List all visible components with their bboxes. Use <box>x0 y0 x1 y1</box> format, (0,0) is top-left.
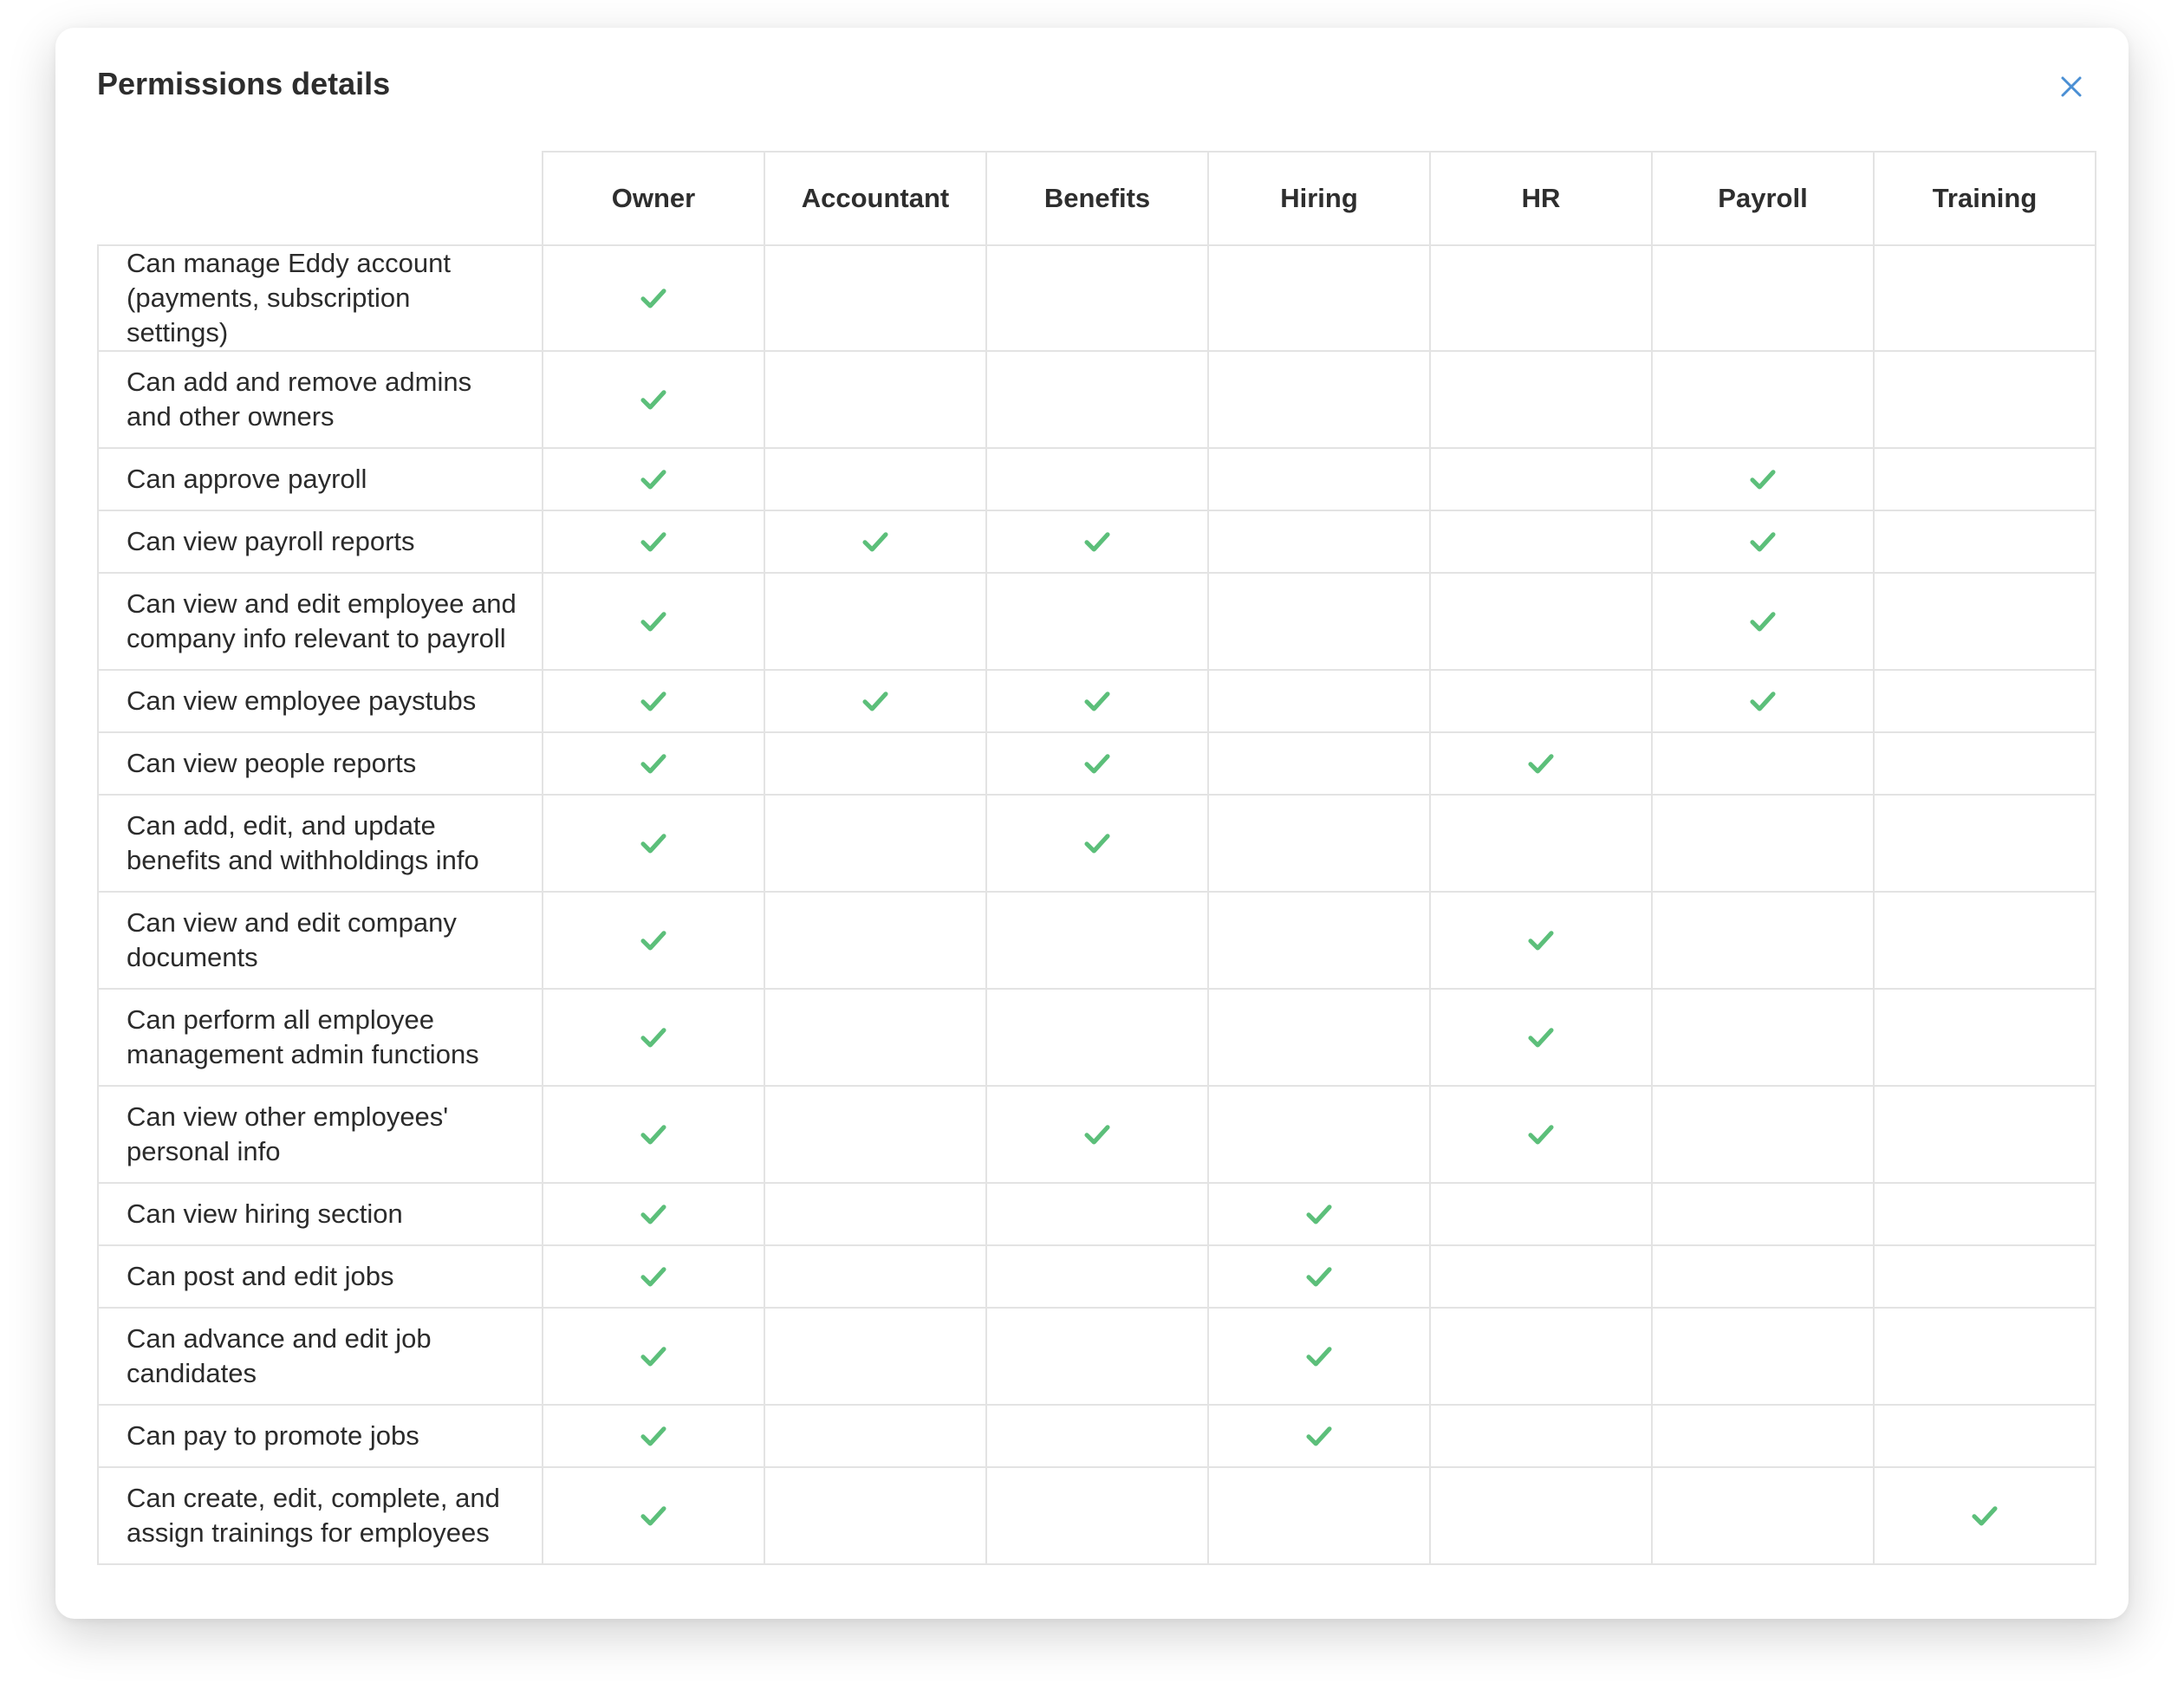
permission-cell-payroll <box>1652 1405 1874 1467</box>
permission-cell-accountant <box>764 510 986 573</box>
permission-cell-hr <box>1430 1308 1652 1405</box>
permission-cell-payroll <box>1652 732 1874 795</box>
permission-cell-payroll <box>1652 448 1874 510</box>
permission-cell-accountant <box>764 1467 986 1564</box>
permission-cell-training <box>1874 245 2096 351</box>
permission-cell-hiring <box>1208 245 1430 351</box>
permission-cell-hr <box>1430 573 1652 670</box>
permissions-table-container <box>97 151 2095 1565</box>
checkmark-icon <box>860 526 891 557</box>
permission-cell-benefits <box>986 1467 1208 1564</box>
permission-cell-accountant <box>764 573 986 670</box>
permission-label: Can pay to promote jobs <box>98 1405 543 1467</box>
table-row <box>98 892 2096 989</box>
permission-cell-hiring <box>1208 732 1430 795</box>
column-header-training: Training <box>1874 152 2096 245</box>
column-header-hr: HR <box>1430 152 1652 245</box>
permission-cell-training <box>1874 1245 2096 1308</box>
permission-cell-accountant <box>764 989 986 1086</box>
column-header-owner: Owner <box>543 152 764 245</box>
table-row <box>98 1467 2096 1564</box>
table-row <box>98 448 2096 510</box>
permission-label: Can post and edit jobs <box>98 1245 543 1308</box>
permission-cell-hr <box>1430 448 1652 510</box>
permission-cell-training <box>1874 892 2096 989</box>
permission-cell-benefits <box>986 351 1208 448</box>
permission-cell-benefits <box>986 1086 1208 1183</box>
permission-cell-hr <box>1430 892 1652 989</box>
permission-cell-hiring <box>1208 1467 1430 1564</box>
permission-cell-hr <box>1430 1086 1652 1183</box>
checkmark-icon <box>638 1420 669 1452</box>
permission-cell-payroll <box>1652 510 1874 573</box>
checkmark-icon <box>860 685 891 717</box>
checkmark-icon <box>638 606 669 637</box>
permissions-table <box>97 151 2096 1565</box>
table-row <box>98 1086 2096 1183</box>
table-row <box>98 732 2096 795</box>
table-row <box>98 245 2096 351</box>
checkmark-icon <box>638 464 669 495</box>
permission-cell-accountant <box>764 351 986 448</box>
permission-cell-benefits <box>986 670 1208 732</box>
permission-cell-accountant <box>764 1183 986 1245</box>
checkmark-icon <box>1747 464 1778 495</box>
permission-cell-hiring <box>1208 573 1430 670</box>
permission-label: Can view hiring section <box>98 1183 543 1245</box>
permission-cell-owner <box>543 1183 764 1245</box>
permission-cell-benefits <box>986 1183 1208 1245</box>
permission-cell-benefits <box>986 573 1208 670</box>
permission-cell-hiring <box>1208 795 1430 892</box>
permission-cell-hr <box>1430 1183 1652 1245</box>
checkmark-icon <box>638 384 669 415</box>
permission-cell-hr <box>1430 1467 1652 1564</box>
checkmark-icon <box>1303 1420 1335 1452</box>
permission-cell-training <box>1874 795 2096 892</box>
column-header-accountant: Accountant <box>764 152 986 245</box>
checkmark-icon <box>638 748 669 779</box>
permission-label: Can approve payroll <box>98 448 543 510</box>
permission-cell-owner <box>543 892 764 989</box>
checkmark-icon <box>1082 1119 1113 1150</box>
permission-cell-benefits <box>986 989 1208 1086</box>
permission-cell-training <box>1874 1183 2096 1245</box>
permission-cell-hiring <box>1208 1245 1430 1308</box>
permission-cell-accountant <box>764 795 986 892</box>
permission-cell-payroll <box>1652 573 1874 670</box>
permission-cell-accountant <box>764 670 986 732</box>
permission-cell-benefits <box>986 1405 1208 1467</box>
permission-cell-payroll <box>1652 245 1874 351</box>
permission-cell-hr <box>1430 351 1652 448</box>
permission-cell-payroll <box>1652 1183 1874 1245</box>
permission-cell-payroll <box>1652 795 1874 892</box>
permission-cell-accountant <box>764 448 986 510</box>
permission-cell-owner <box>543 1308 764 1405</box>
permission-cell-benefits <box>986 1308 1208 1405</box>
permission-cell-benefits <box>986 892 1208 989</box>
table-row <box>98 670 2096 732</box>
checkmark-icon <box>638 925 669 956</box>
permission-label: Can view employee paystubs <box>98 670 543 732</box>
column-header-hiring: Hiring <box>1208 152 1430 245</box>
modal-title: Permissions details <box>97 66 391 101</box>
permission-cell-accountant <box>764 1308 986 1405</box>
permission-cell-training <box>1874 670 2096 732</box>
checkmark-icon <box>1303 1261 1335 1292</box>
permission-cell-training <box>1874 448 2096 510</box>
permission-label: Can view and edit company documents <box>98 892 543 989</box>
permission-cell-payroll <box>1652 351 1874 448</box>
checkmark-icon <box>638 1199 669 1230</box>
permission-cell-training <box>1874 510 2096 573</box>
table-row <box>98 351 2096 448</box>
permission-cell-training <box>1874 1405 2096 1467</box>
checkmark-icon <box>638 1261 669 1292</box>
permission-cell-owner <box>543 670 764 732</box>
checkmark-icon <box>1303 1341 1335 1372</box>
permission-cell-benefits <box>986 245 1208 351</box>
permission-cell-hiring <box>1208 1405 1430 1467</box>
checkmark-icon <box>1525 1022 1557 1053</box>
checkmark-icon <box>638 1500 669 1531</box>
header-blank-cell <box>98 152 543 245</box>
permission-cell-owner <box>543 351 764 448</box>
permission-cell-training <box>1874 1086 2096 1183</box>
permission-cell-training <box>1874 1467 2096 1564</box>
permission-cell-payroll <box>1652 989 1874 1086</box>
permission-cell-payroll <box>1652 670 1874 732</box>
table-row <box>98 1183 2096 1245</box>
permission-label: Can manage Eddy account (payments, subscription settings) <box>98 245 543 351</box>
permission-cell-benefits <box>986 732 1208 795</box>
permission-cell-accountant <box>764 245 986 351</box>
checkmark-icon <box>1747 526 1778 557</box>
checkmark-icon <box>1082 748 1113 779</box>
table-row <box>98 1308 2096 1405</box>
permission-cell-payroll <box>1652 1245 1874 1308</box>
permission-cell-owner <box>543 1086 764 1183</box>
permission-cell-hr <box>1430 670 1652 732</box>
permission-cell-hr <box>1430 245 1652 351</box>
permission-cell-hiring <box>1208 351 1430 448</box>
permission-cell-accountant <box>764 1405 986 1467</box>
column-header-payroll: Payroll <box>1652 152 1874 245</box>
permission-cell-accountant <box>764 892 986 989</box>
table-header-row <box>98 152 2096 245</box>
permission-label: Can view people reports <box>98 732 543 795</box>
permission-label: Can add and remove admins and other owners <box>98 351 543 448</box>
table-row <box>98 1405 2096 1467</box>
permission-cell-owner <box>543 573 764 670</box>
table-row <box>98 1245 2096 1308</box>
permission-label: Can add, edit, and update benefits and withholdings info <box>98 795 543 892</box>
checkmark-icon <box>638 828 669 859</box>
table-row <box>98 510 2096 573</box>
permission-cell-owner <box>543 448 764 510</box>
permission-cell-benefits <box>986 1245 1208 1308</box>
permission-label: Can view payroll reports <box>98 510 543 573</box>
permission-cell-owner <box>543 795 764 892</box>
checkmark-icon <box>638 283 669 314</box>
permission-cell-owner <box>543 1245 764 1308</box>
permission-cell-hiring <box>1208 989 1430 1086</box>
checkmark-icon <box>1969 1500 2000 1531</box>
permission-label: Can perform all employee management admin functions <box>98 989 543 1086</box>
checkmark-icon <box>1525 925 1557 956</box>
permission-cell-owner <box>543 989 764 1086</box>
permission-cell-hiring <box>1208 448 1430 510</box>
permission-cell-benefits <box>986 795 1208 892</box>
permission-cell-hr <box>1430 989 1652 1086</box>
permissions-table-body <box>98 245 2096 1564</box>
permission-cell-hr <box>1430 795 1652 892</box>
checkmark-icon <box>638 526 669 557</box>
permission-cell-hiring <box>1208 1308 1430 1405</box>
checkmark-icon <box>1082 526 1113 557</box>
permission-cell-benefits <box>986 510 1208 573</box>
checkmark-icon <box>638 685 669 717</box>
permission-cell-payroll <box>1652 1308 1874 1405</box>
permission-cell-hr <box>1430 1245 1652 1308</box>
checkmark-icon <box>1525 748 1557 779</box>
checkmark-icon <box>1747 606 1778 637</box>
permission-cell-training <box>1874 1308 2096 1405</box>
table-row <box>98 989 2096 1086</box>
table-row <box>98 573 2096 670</box>
permission-cell-hr <box>1430 732 1652 795</box>
permission-cell-accountant <box>764 732 986 795</box>
permission-cell-hr <box>1430 1405 1652 1467</box>
permission-cell-hiring <box>1208 892 1430 989</box>
permission-cell-training <box>1874 732 2096 795</box>
permission-label: Can advance and edit job candidates <box>98 1308 543 1405</box>
permission-cell-payroll <box>1652 1467 1874 1564</box>
permission-cell-training <box>1874 573 2096 670</box>
close-button[interactable] <box>2049 64 2094 109</box>
checkmark-icon <box>1525 1119 1557 1150</box>
permission-cell-hiring <box>1208 1183 1430 1245</box>
permission-cell-payroll <box>1652 1086 1874 1183</box>
permissions-modal <box>55 28 2129 1619</box>
checkmark-icon <box>638 1341 669 1372</box>
checkmark-icon <box>1082 685 1113 717</box>
close-icon <box>2058 74 2084 100</box>
checkmark-icon <box>1082 828 1113 859</box>
permission-cell-hr <box>1430 510 1652 573</box>
checkmark-icon <box>1303 1199 1335 1230</box>
permission-cell-benefits <box>986 448 1208 510</box>
checkmark-icon <box>1747 685 1778 717</box>
permission-cell-owner <box>543 1405 764 1467</box>
column-header-benefits: Benefits <box>986 152 1208 245</box>
checkmark-icon <box>638 1119 669 1150</box>
permission-label: Can create, edit, complete, and assign trainings for employees <box>98 1467 543 1564</box>
permission-cell-training <box>1874 351 2096 448</box>
permission-cell-owner <box>543 1467 764 1564</box>
permission-cell-training <box>1874 989 2096 1086</box>
table-row <box>98 795 2096 892</box>
checkmark-icon <box>638 1022 669 1053</box>
permission-cell-accountant <box>764 1086 986 1183</box>
permission-cell-owner <box>543 245 764 351</box>
permission-cell-hiring <box>1208 1086 1430 1183</box>
permission-label: Can view and edit employee and company info relevant to payroll <box>98 573 543 670</box>
permission-cell-accountant <box>764 1245 986 1308</box>
permission-label: Can view other employees' personal info <box>98 1086 543 1183</box>
permission-cell-owner <box>543 510 764 573</box>
permission-cell-hiring <box>1208 510 1430 573</box>
permission-cell-hiring <box>1208 670 1430 732</box>
permission-cell-payroll <box>1652 892 1874 989</box>
permission-cell-owner <box>543 732 764 795</box>
